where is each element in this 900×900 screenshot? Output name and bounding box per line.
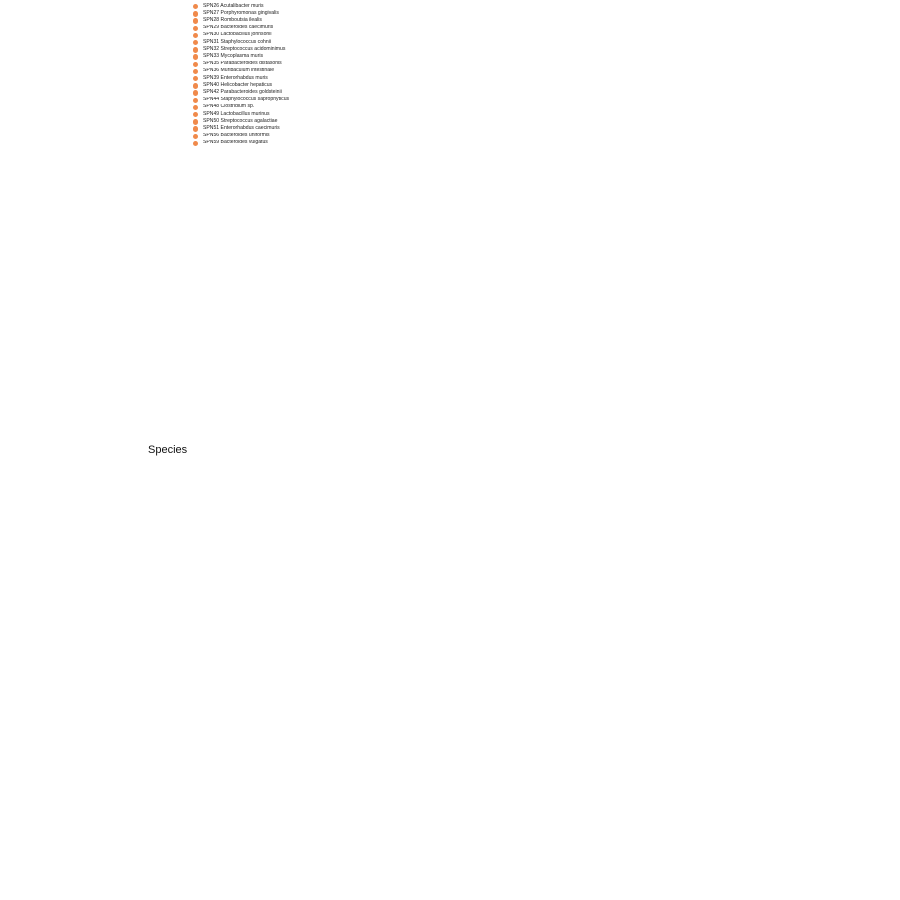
- legend-entry: [193, 53, 376, 60]
- legend-marker: [193, 134, 198, 139]
- legend-label: SPN26 Acutalibacter muris: [203, 3, 264, 9]
- legend-entry: [193, 125, 376, 132]
- legend-label: SPN31 Staphylococcus cohnii: [203, 39, 271, 45]
- legend-marker: [193, 76, 198, 81]
- legend-entry: [193, 25, 376, 32]
- legend-entry: [193, 104, 376, 111]
- legend-entry: [193, 140, 376, 147]
- legend-marker: [193, 33, 198, 38]
- legend-marker: [193, 47, 198, 52]
- legend-label: SPN36 Muribaculum intestinale: [203, 67, 275, 74]
- legend-label: SPN44 Staphylococcus saprophyticus: [203, 96, 290, 103]
- legend-label: SPN50 Streptococcus agalactiae: [203, 118, 278, 124]
- legend-entry: [193, 75, 376, 82]
- legend-label: SPN28 Romboutsia ilealis: [203, 17, 262, 23]
- legend-marker: [193, 26, 198, 31]
- legend-marker: [193, 11, 198, 16]
- legend-label: SPN29 Bacteroides caecimuris: [203, 24, 274, 31]
- legend-entry: [193, 17, 376, 24]
- legend-label: SPN32 Streptococcus acidominimus: [203, 46, 286, 52]
- legend-marker: [193, 62, 198, 67]
- legend-label: SPN30 Lactobacillus johnsonii: [203, 31, 272, 38]
- legend-label: SPN35 Parabacteroides distasonis: [203, 60, 282, 67]
- legend-marker: [193, 112, 198, 117]
- legend-label: SPN42 Parabacteroides goldsteinii: [203, 89, 282, 95]
- legend-label: SPN51 Enterorhabdus caecimuris: [203, 125, 280, 131]
- legend-marker: [193, 40, 198, 45]
- legend-label: SPN33 Mycoplasma muris: [203, 53, 264, 59]
- legend-marker: [193, 83, 198, 88]
- legend-marker: [193, 98, 198, 103]
- legend-label: SPN49 Lactobacillus murinus: [203, 111, 270, 117]
- legend-entry: [193, 68, 376, 75]
- legend-entry: [193, 3, 376, 10]
- legend-marker: [193, 126, 198, 131]
- legend-label: SPN40 Helicobacter hepaticus: [203, 82, 273, 88]
- legend-label: SPN59 Bacteroides vulgatus: [203, 139, 268, 146]
- legend-label: SPN56 Bacteroides uniformis: [203, 132, 270, 139]
- legend-marker: [193, 90, 198, 95]
- legend-marker: [193, 119, 198, 124]
- legend-label: SPN48 Clostridium sp.: [203, 103, 255, 110]
- legend-marker: [193, 69, 198, 74]
- legend-entry: [193, 39, 376, 46]
- legend-marker: [193, 54, 198, 59]
- legend-marker: [193, 18, 198, 23]
- legend-marker: [193, 105, 198, 110]
- legend-marker: [193, 141, 198, 146]
- legend-entry: [193, 10, 376, 17]
- legend-marker: [193, 4, 198, 9]
- legend-entry: [193, 61, 376, 68]
- legend-entry: [193, 97, 376, 104]
- legend-entry: [193, 82, 376, 89]
- legend-entry: [193, 133, 376, 140]
- legend-entry: [193, 32, 376, 39]
- legend-entry: [193, 111, 376, 118]
- legend-entry: [193, 118, 376, 125]
- legend-title: Species: [148, 444, 188, 456]
- legend-entry: [193, 46, 376, 53]
- legend-entry: [193, 89, 376, 96]
- legend-label: SPN27 Porphyromonas gingivalis: [203, 10, 279, 16]
- legend-label: SPN39 Enterorhabdus muris: [203, 75, 268, 81]
